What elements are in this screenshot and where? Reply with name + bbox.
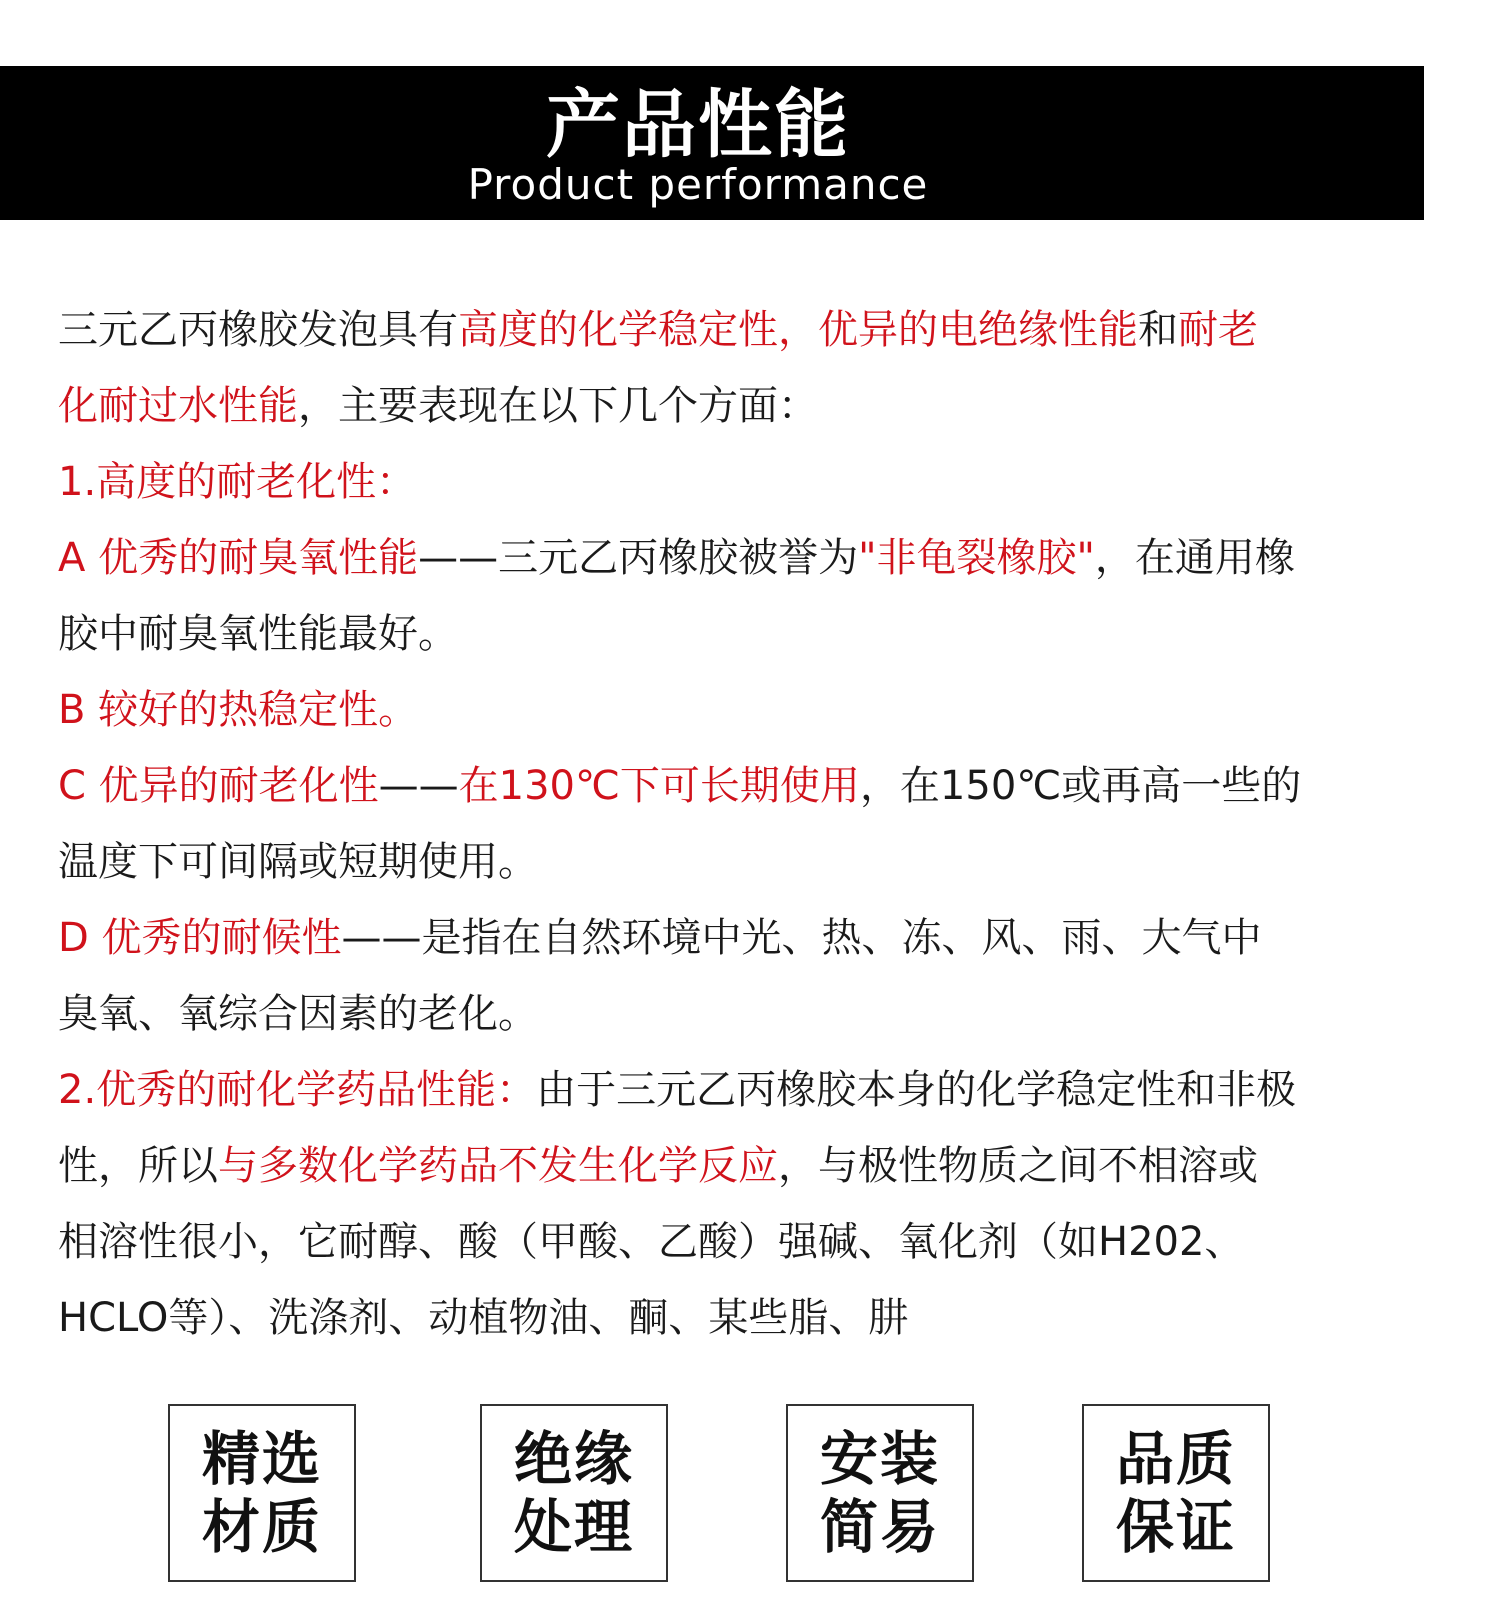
text-segment: 和 — [1138, 307, 1178, 353]
highlight-text: "非龟裂橡胶" — [858, 535, 1095, 581]
highlight-text: 与多数化学药品不发生化学反应 — [218, 1143, 778, 1189]
highlight-text: 耐老 — [1178, 307, 1258, 353]
highlight-text: C 优异的耐老化性 — [58, 763, 379, 809]
text-segment: 臭氧、氧综合因素的老化。 — [58, 991, 538, 1037]
page-subtitle: Product performance — [467, 160, 929, 209]
feature-badge-selected-material — [168, 1404, 356, 1582]
text-line — [58, 976, 1448, 1052]
feature-badges — [0, 1404, 1500, 1586]
highlight-text: 在130℃下可长期使用 — [458, 763, 860, 809]
feature-badge-insulation — [480, 1404, 668, 1582]
highlight-text: D 优秀的耐候性 — [58, 915, 342, 961]
feature-badge-quality-guarantee — [1082, 1404, 1270, 1582]
text-segment: ，与极性物质之间不相溶或 — [778, 1143, 1258, 1189]
highlight-text: B 较好的热稳定性。 — [58, 687, 419, 733]
feature-label-top: 精选 — [201, 1425, 322, 1493]
feature-label-top: 品质 — [1115, 1425, 1236, 1493]
text-segment: ，主要表现在以下几个方面： — [298, 383, 818, 429]
feature-label-bottom: 材质 — [201, 1493, 322, 1561]
section-heading — [58, 1052, 1448, 1128]
text-line — [58, 520, 1448, 596]
text-line — [58, 824, 1448, 900]
feature-label-top: 绝缘 — [513, 1425, 634, 1493]
text-segment: ——三元乙丙橡胶被誉为 — [418, 535, 859, 581]
section-heading — [58, 444, 1448, 520]
text-segment: 由于三元乙丙橡胶本身的化学稳定性和非极 — [536, 1067, 1297, 1113]
text-segment: 胶中耐臭氧性能最好。 — [58, 611, 458, 657]
description-body — [58, 292, 1448, 1356]
highlight-text: 2.优秀的耐化学药品性能： — [58, 1067, 537, 1113]
text-segment: 温度下可间隔或短期使用。 — [58, 839, 538, 885]
text-line — [58, 1204, 1448, 1280]
text-line — [58, 596, 1448, 672]
text-line — [58, 748, 1448, 824]
highlight-text: 高度的化学稳定性，优异的电绝缘性能 — [458, 307, 1138, 353]
text-segment: ，在150℃或再高一些的 — [859, 763, 1302, 809]
page-title: 产品性能 — [546, 82, 850, 168]
feature-label-bottom: 处理 — [513, 1493, 634, 1561]
feature-badge-easy-install — [786, 1404, 974, 1582]
text-segment: ——是指在自然环境中光、热、冻、风、雨、大气中 — [341, 915, 1262, 961]
text-segment: 相溶性很小，它耐醇、酸（甲酸、乙酸）强碱、氧化剂（如H202、 — [58, 1219, 1245, 1265]
text-line — [58, 672, 1448, 748]
text-segment: —— — [378, 763, 459, 809]
text-line — [58, 900, 1448, 976]
text-segment: HCLO等）、洗涤剂、动植物油、酮、某些脂、肼 — [58, 1295, 909, 1341]
highlight-text: 化耐过水性能 — [58, 383, 298, 429]
header-banner — [0, 66, 1424, 220]
highlight-text: A 优秀的耐臭氧性能 — [58, 535, 419, 581]
text-line — [58, 1128, 1448, 1204]
text-line — [58, 292, 1448, 368]
text-segment: ，在通用橡 — [1094, 535, 1295, 581]
feature-label-bottom: 保证 — [1115, 1493, 1236, 1561]
feature-label-bottom: 简易 — [819, 1493, 940, 1561]
text-line — [58, 368, 1448, 444]
text-segment: 三元乙丙橡胶发泡具有 — [58, 307, 458, 353]
highlight-text: 1.高度的耐老化性： — [58, 459, 417, 505]
text-segment: 性，所以 — [58, 1143, 218, 1189]
feature-label-top: 安装 — [819, 1425, 940, 1493]
text-line — [58, 1280, 1448, 1356]
